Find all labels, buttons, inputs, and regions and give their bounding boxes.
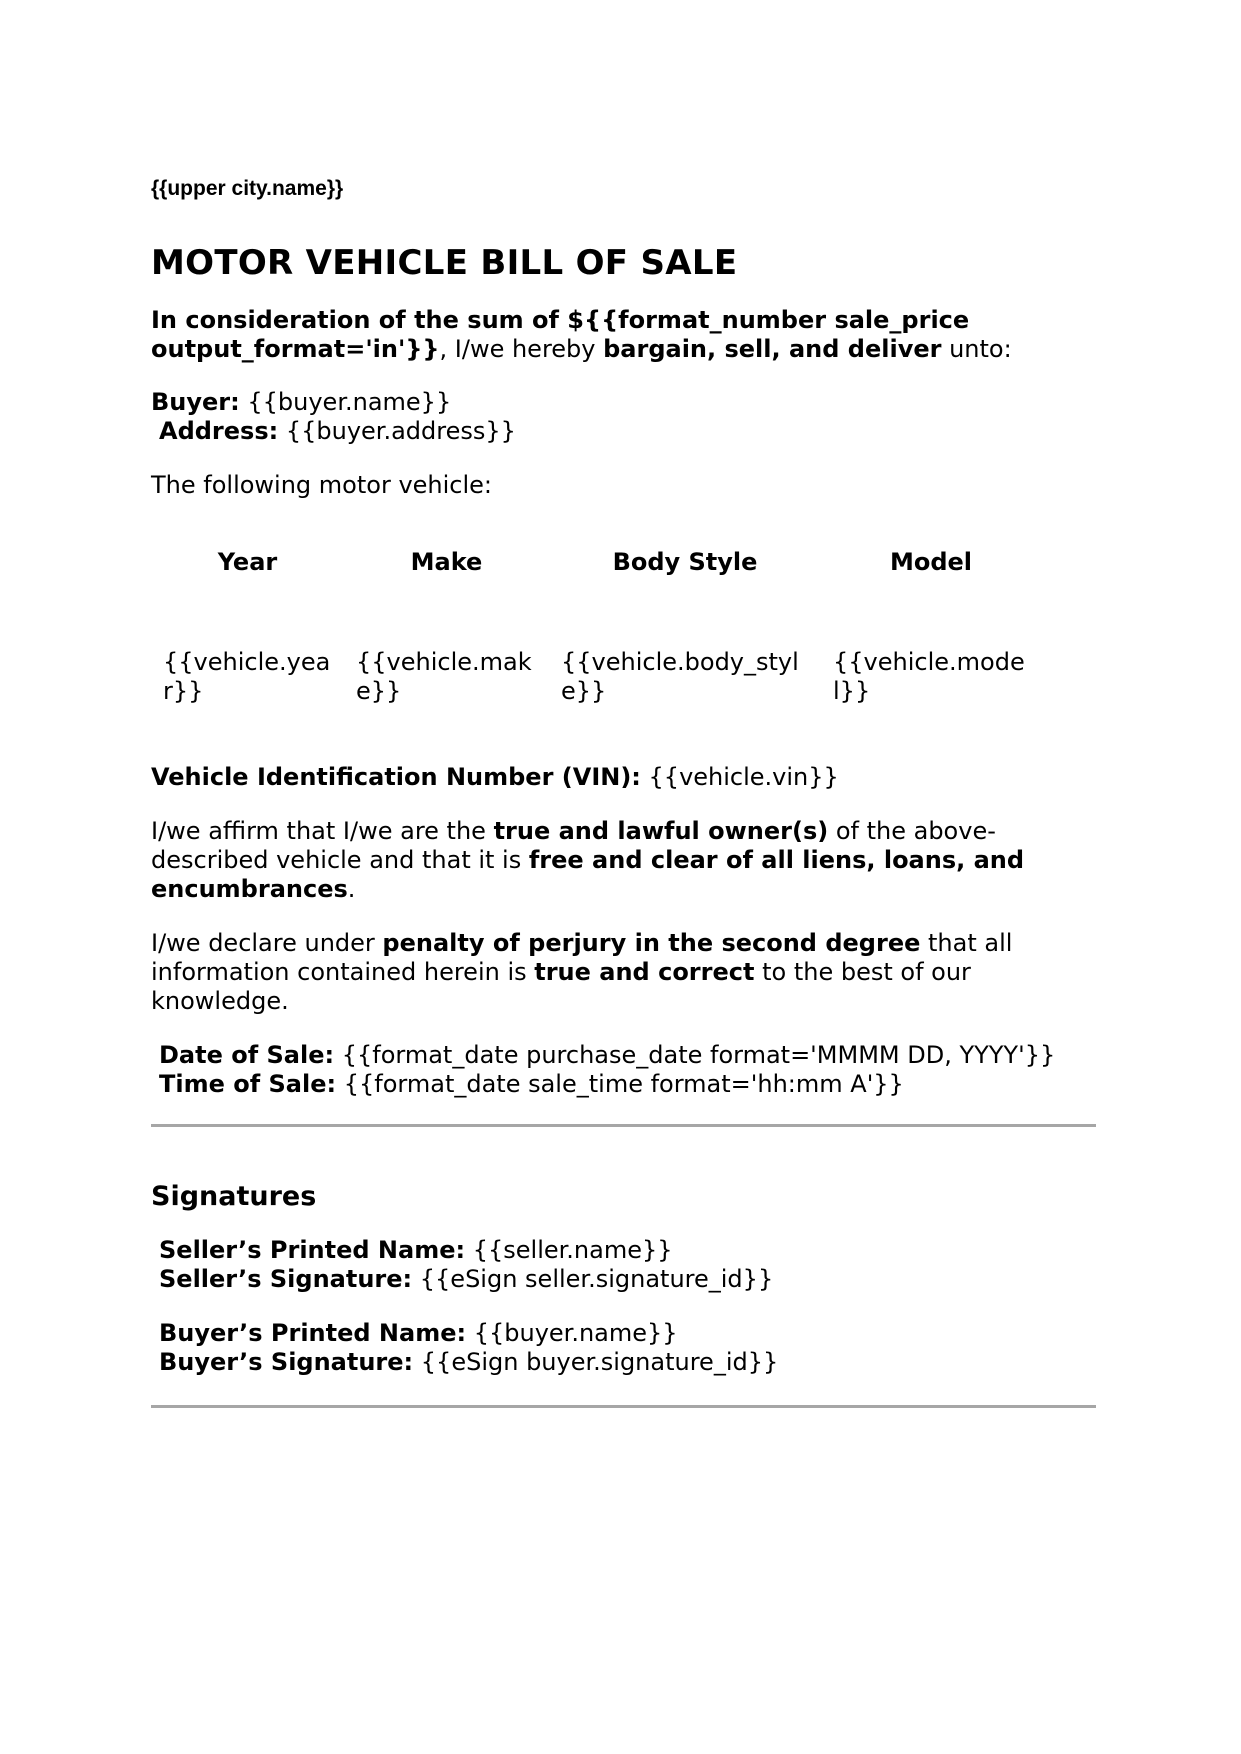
- declare-text-3: to the best of our knowledge.: [151, 958, 971, 1015]
- seller-printed-name-label: Seller’s Printed Name:: [159, 1236, 466, 1264]
- header-body-style: Body Style: [612, 548, 758, 576]
- affirm-text-3: .: [347, 875, 356, 903]
- header-model: Model: [889, 548, 973, 576]
- buyer-printed-name-value: {{buyer.name}}: [466, 1319, 678, 1347]
- document-page: [151, 174, 1096, 1408]
- signatures-heading: Signatures: [151, 1181, 317, 1212]
- seller-printed-name-value: {{seller.name}}: [465, 1236, 673, 1264]
- consideration-middle: , I/we hereby: [439, 335, 604, 363]
- affirm-bold-2: free and clear of all liens, loans, and encumbrances: [151, 846, 1025, 903]
- sale-dates-block: [151, 1041, 1096, 1099]
- vin-label: Vehicle Identification Number (VIN):: [151, 763, 641, 791]
- date-of-sale-label: Date of Sale:: [159, 1041, 335, 1069]
- buyer-name-line: [151, 388, 1096, 417]
- buyer-address-label: Address:: [159, 417, 279, 445]
- buyer-name-label: Buyer:: [151, 388, 240, 416]
- document-title: MOTOR VEHICLE BILL OF SALE: [151, 243, 738, 283]
- seller-signature-label: Seller’s Signature:: [159, 1265, 413, 1293]
- bottom-divider: [151, 1405, 1096, 1408]
- following-vehicle-text: The following motor vehicle:: [151, 471, 493, 499]
- buyer-printed-name-line: [151, 1319, 1096, 1348]
- time-of-sale-value: {{format_date sale_time format='hh:mm A'}}: [336, 1070, 904, 1098]
- vin-value: {{vehicle.vin}}: [640, 763, 839, 791]
- time-of-sale-line: [151, 1070, 1096, 1099]
- value-make: {{vehicle.make}}: [356, 648, 532, 705]
- value-body-style: {{vehicle.body_style}}: [561, 648, 799, 705]
- vehicle-table-header-row: [151, 548, 1041, 577]
- declare-bold-2: true and correct: [534, 958, 755, 986]
- section-divider: [151, 1124, 1096, 1127]
- seller-signature-value: {{eSign seller.signature_id}}: [412, 1265, 774, 1293]
- declare-paragraph: [151, 929, 1096, 1016]
- header-year: Year: [217, 548, 278, 576]
- value-model: {{vehicle.model}}: [833, 648, 1025, 705]
- buyer-signature-block: [151, 1319, 1096, 1377]
- affirm-text-1: I/we affirm that I/we are the: [151, 817, 494, 845]
- consideration-lead: In consideration of the sum of ${{format_number sale_price output_format='in'}}: [151, 306, 970, 363]
- date-of-sale-line: [151, 1041, 1096, 1070]
- date-of-sale-value: {{format_date purchase_date format='MMMM DD, YYYY'}}: [334, 1041, 1056, 1069]
- consideration-paragraph: [151, 306, 1096, 364]
- header-make: Make: [410, 548, 483, 576]
- affirm-bold-1: true and lawful owner(s): [493, 817, 829, 845]
- consideration-action: bargain, sell, and deliver: [603, 335, 942, 363]
- buyer-address-line: [151, 417, 1096, 446]
- vehicle-table: [151, 548, 1041, 706]
- buyer-signature-line: [151, 1348, 1096, 1377]
- city-header: {{upper city.name}}: [151, 177, 344, 200]
- buyer-name-value: {{buyer.name}}: [239, 388, 452, 416]
- declare-text-2: that all information contained herein is: [151, 929, 1013, 986]
- vin-line: [151, 763, 1096, 792]
- seller-signature-line: [151, 1265, 1096, 1294]
- buyer-signature-value: {{eSign buyer.signature_id}}: [413, 1348, 779, 1376]
- seller-printed-name-line: [151, 1236, 1096, 1265]
- buyer-printed-name-label: Buyer’s Printed Name:: [159, 1319, 467, 1347]
- time-of-sale-label: Time of Sale:: [159, 1070, 337, 1098]
- vehicle-table-value-row: [151, 648, 1041, 706]
- buyer-block: [151, 388, 1096, 446]
- value-year: {{vehicle.year}}: [163, 648, 331, 705]
- declare-text-1: I/we declare under: [151, 929, 383, 957]
- affirm-text-2: of the above-described vehicle and that it is: [151, 817, 996, 874]
- declare-bold-1: penalty of perjury in the second degree: [382, 929, 921, 957]
- buyer-address-value: {{buyer.address}}: [278, 417, 516, 445]
- affirm-paragraph: [151, 817, 1096, 904]
- consideration-end: unto:: [941, 335, 1012, 363]
- seller-signature-block: [151, 1236, 1096, 1294]
- buyer-signature-label: Buyer’s Signature:: [159, 1348, 414, 1376]
